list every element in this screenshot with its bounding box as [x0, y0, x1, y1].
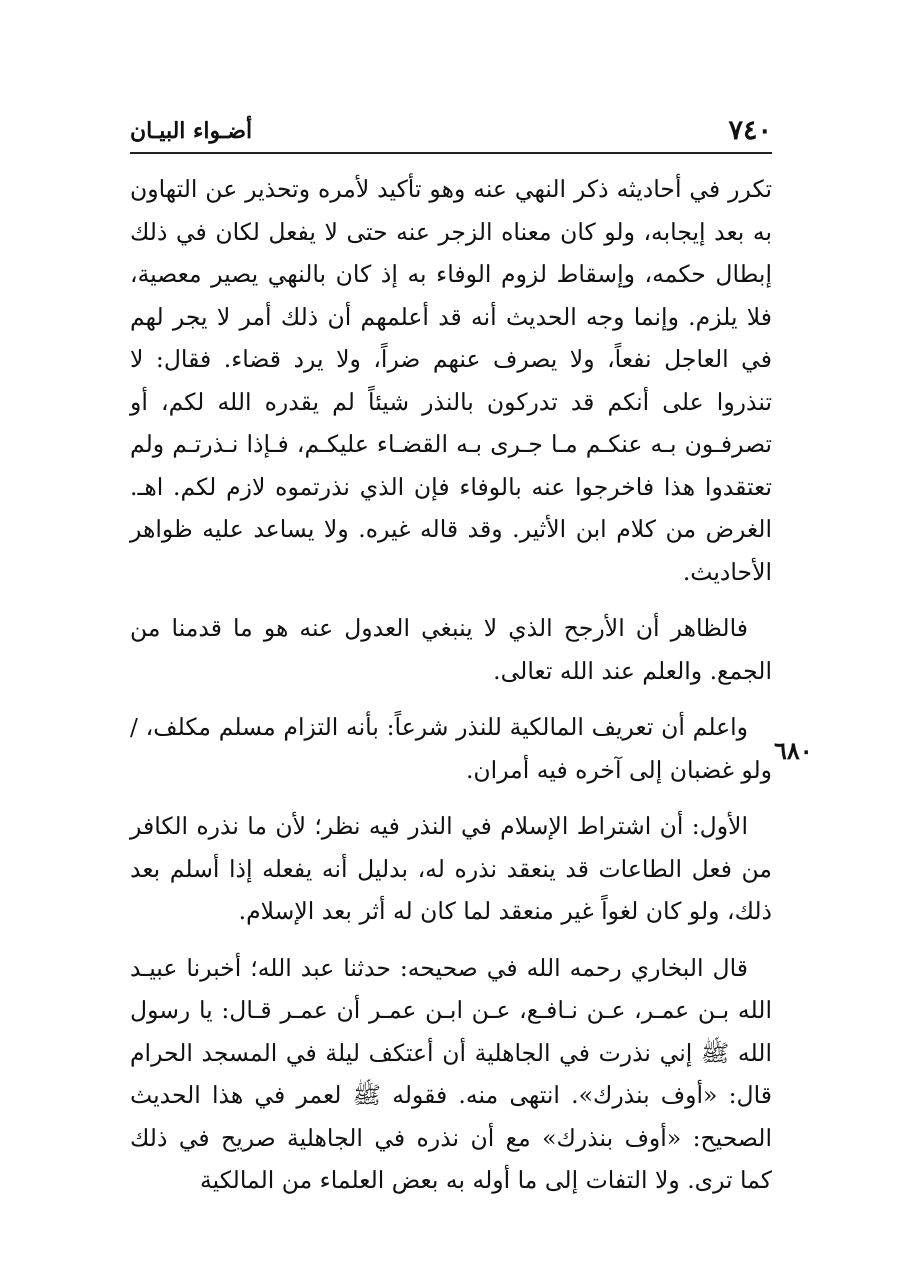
running-header: [130, 113, 772, 149]
paragraph-continuation: تكرر في أحاديثه ذكر النهي عنه وهو تأكيد لأمره وتحذير عن التهاون به بعد إيجابه، ولو كان معناه الزجر عنه حتى لا يفعل لكان في ذلك إبطال حكمه، وإسقاط لزوم الوفاء به إذ كان بالنهي يصير معصية، فلا يلزم. وإنما وجه الحديث أنه قد أعلمهم أن ذلك أمر لا يجر لهم في العاجل نفعاً، ولا يصرف عنهم ضراً، ولا يرد قضاء. فقال: لا تنذروا على أنكم قد تدركون بالنذر شيئاً لم يقدره الله لكم، أو تصرفـون بـه عنكـم مـا جـرى بـه القضـاء عليكـم، فـإذا نـذرتـم ولم تعتقدوا هذا فاخرجوا عنه بالوفاء فإن الذي نذرتموه لازم لكم. اهـ. الغرض من كلام ابن الأثير. وقد قاله غيره. ولا يساعد عليه ظواهر الأحاديث.: [130, 175, 772, 586]
margin-page-marker: ٦٨٠: [774, 736, 813, 765]
header-divider: [130, 152, 772, 154]
paragraph-hadith: قال البخاري رحمه الله في صحيحه: حدثنا عبد الله؛ أخبرنا عبيـد الله بـن عمـر، عـن نـافـع، عـن ابـن عمـر أن عمـر قـال: يا رسول الله ﷺ إني نذرت في الجاهلية أن أعتكف ليلة في المسجد الحرام قال: «أوف بنذرك». انتهى منه. فقوله ﷺ لعمر في هذا الحديث الصحيح: «أوف بنذرك» مع أن نذره في الجاهلية صريح في ذلك كما ترى. ولا التفات إلى ما أوله به بعض العلماء من المالكية: [130, 953, 772, 1194]
paragraph-definition: واعلم أن تعريف المالكية للنذر شرعاً: بأنه التزام مسلم مكلف، / ولو غضبان إلى آخره فيه أمران.: [130, 713, 772, 784]
book-title: أضـواء البيـان: [130, 118, 253, 144]
paragraph-first-point: الأول: أن اشتراط الإسلام في النذر فيه نظر؛ لأن ما نذره الكافر من فعل الطاعات قد ينعقد نذره له، بدليل أنه يفعله إذا أسلم بعد ذلك، ولو كان لغواً غير منعقد لما كان له أثر بعد الإسلام.: [130, 812, 772, 925]
paragraph-conclusion: فالظاهر أن الأرجح الذي لا ينبغي العدول عنه هو ما قدمنا من الجمع. والعلم عند الله تعالى.: [130, 614, 772, 685]
body-text: [130, 168, 772, 1216]
page-number: ٧٤٠: [728, 115, 772, 146]
